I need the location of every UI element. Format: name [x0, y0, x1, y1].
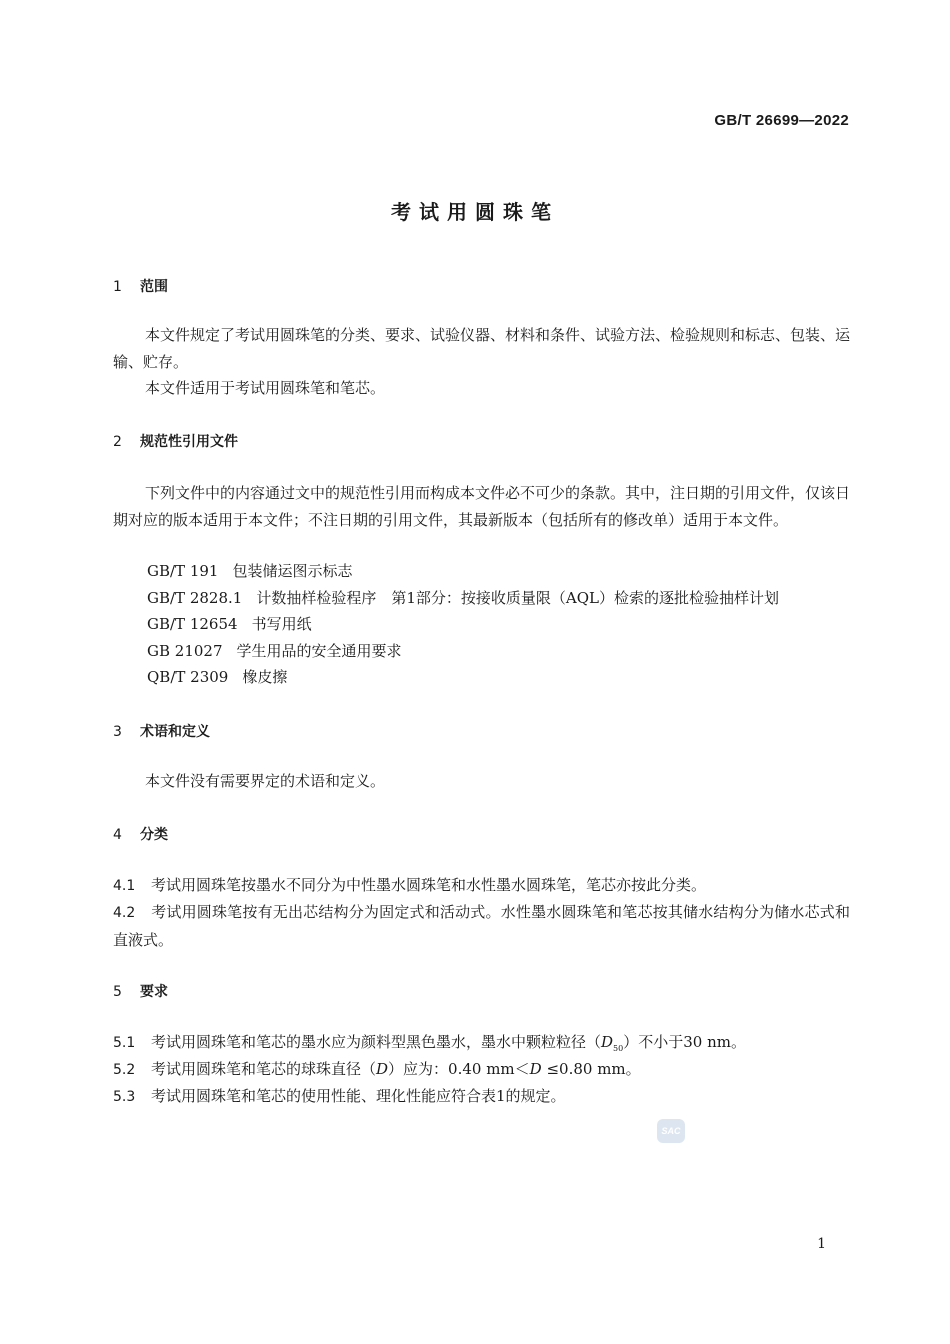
- clause-text: 考试用圆珠笔和笔芯的墨水应为颜料型黑色墨水，墨水中颗粒粒径（: [151, 1033, 602, 1051]
- reference-title: 包装储运图示标志: [232, 562, 353, 580]
- reference-title: 书写用纸: [251, 615, 312, 633]
- clause-text: ）应为：0.40 mm＜: [388, 1060, 530, 1078]
- section-number: 4: [113, 827, 122, 843]
- clause-text: 考试用圆珠笔和笔芯的使用性能、理化性能应符合表1的规定。: [151, 1087, 566, 1105]
- standard-number: GB/T 26699—2022: [714, 112, 849, 129]
- section-1-paragraph-1: 本文件规定了考试用圆珠笔的分类、要求、试验仪器、材料和条件、试验方法、检验规则和标志、包装、运输、贮存。: [113, 326, 851, 371]
- section-number: 5: [113, 984, 122, 1000]
- section-title: 要求: [140, 984, 168, 1000]
- reference-title: 学生用品的安全通用要求: [236, 642, 402, 660]
- clause-number: 4.1: [113, 878, 136, 894]
- clause-4-2: [113, 899, 850, 953]
- section-2-paragraph-1: 下列文件中的内容通过文中的规范性引用而构成本文件必不可少的条款。其中，注日期的引用文件，仅该日期对应的版本适用于本文件；不注日期的引用文件，其最新版本（包括所有的修改单）适用于本文件。: [113, 484, 851, 529]
- clause-number: 4.2: [113, 905, 136, 921]
- clause-number: 5.2: [113, 1062, 136, 1078]
- reference-code: QB/T 2309: [147, 668, 229, 686]
- section-number: 3: [113, 724, 122, 740]
- clause-5-2: [113, 1056, 850, 1084]
- section-5-heading: [113, 981, 168, 1001]
- section-number: 2: [113, 434, 122, 450]
- document-title: 考试用圆珠笔: [391, 200, 559, 224]
- clause-text: ≤0.80 mm。: [541, 1060, 641, 1078]
- clause-text: ）不小于30 nm。: [623, 1033, 746, 1051]
- reference-title: 橡皮擦: [242, 668, 288, 686]
- section-3-heading: [113, 721, 210, 741]
- symbol-d: D: [529, 1060, 542, 1078]
- reference-code: GB/T 12654: [147, 615, 238, 633]
- section-4-heading: [113, 824, 168, 844]
- clause-text: 考试用圆珠笔按墨水不同分为中性墨水圆珠笔和水性墨水圆珠笔，笔芯亦按此分类。: [151, 876, 707, 894]
- reference-code: GB/T 2828.1: [147, 589, 243, 607]
- reference-item: [147, 666, 287, 687]
- clause-text: 考试用圆珠笔和笔芯的球珠直径（: [151, 1060, 377, 1078]
- section-title: 规范性引用文件: [140, 434, 238, 450]
- subscript: 50: [613, 1044, 624, 1053]
- page-number: 1: [817, 1236, 826, 1252]
- reference-item: [147, 613, 312, 634]
- clause-number: 5.3: [113, 1089, 136, 1105]
- sac-watermark-logo: SAC: [657, 1119, 685, 1143]
- clause-text: 考试用圆珠笔按有无出芯结构分为固定式和活动式。水性墨水圆珠笔和笔芯按其储水结构分为储水芯式和直液式。: [113, 903, 850, 949]
- symbol-d: D: [376, 1060, 389, 1078]
- reference-code: GB/T 191: [147, 562, 219, 580]
- symbol-d: D: [601, 1033, 614, 1051]
- clause-number: 5.1: [113, 1035, 136, 1051]
- section-number: 1: [113, 279, 122, 295]
- section-title: 分类: [140, 827, 168, 843]
- clause-4-1: [113, 872, 850, 900]
- section-3-paragraph-1: 本文件没有需要界定的术语和定义。: [145, 772, 386, 790]
- section-title: 范围: [140, 279, 168, 295]
- clause-5-3: [113, 1083, 850, 1111]
- reference-item: [147, 640, 402, 661]
- reference-code: GB 21027: [147, 642, 223, 660]
- reference-item: [147, 560, 352, 581]
- reference-item: [147, 587, 779, 608]
- section-title: 术语和定义: [140, 724, 210, 740]
- section-2-heading: [113, 431, 238, 451]
- reference-title: 计数抽样检验程序 第1部分：按接收质量限（AQL）检索的逐批检验抽样计划: [256, 589, 779, 607]
- section-1-paragraph-2: 本文件适用于考试用圆珠笔和笔芯。: [145, 379, 386, 397]
- section-1-heading: [113, 276, 168, 296]
